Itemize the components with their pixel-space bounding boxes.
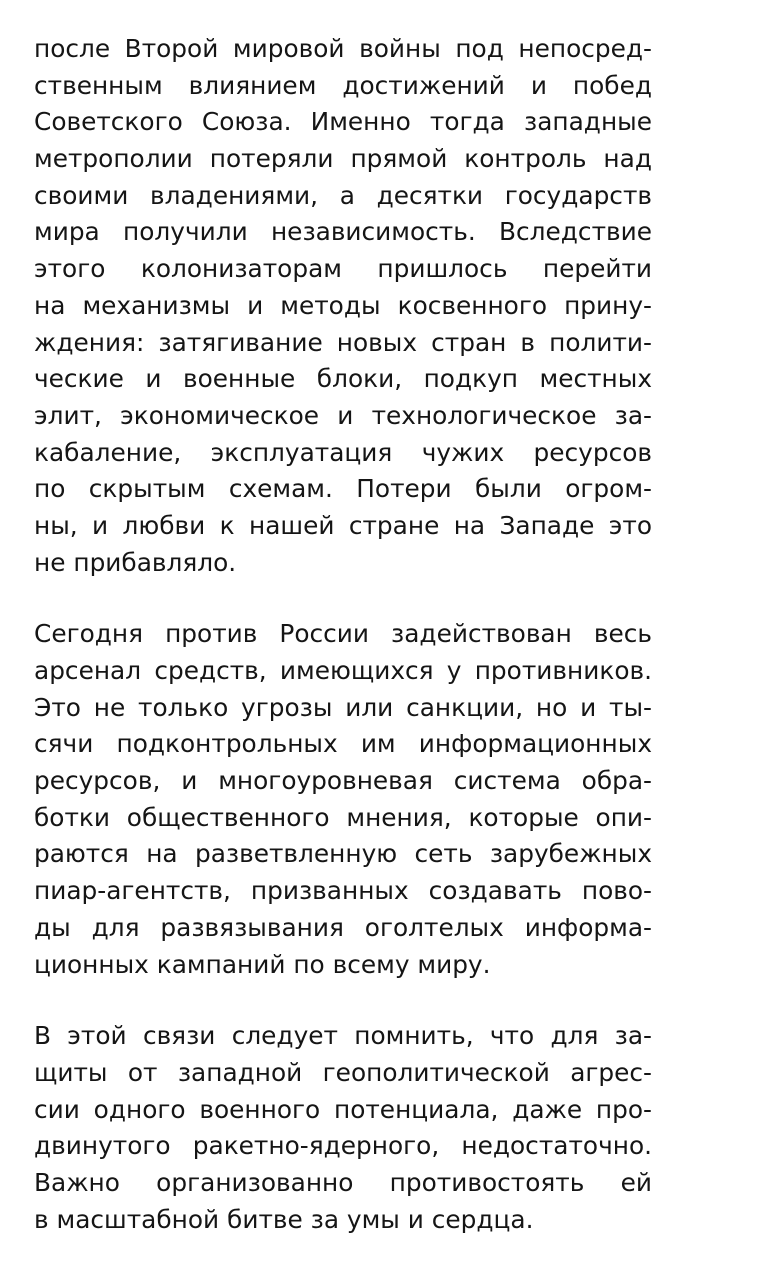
text-line: ждения: затягивание новых стран в полити- bbox=[34, 327, 652, 357]
text-line: ческие и военные блоки, подкуп местных bbox=[34, 364, 652, 394]
text-line: в масштабной битве за умы и сердца. bbox=[34, 1204, 534, 1234]
text-line: не прибавляло. bbox=[34, 547, 237, 577]
paragraph-2 bbox=[34, 616, 652, 983]
text-line: Важно организованно противостоять ей bbox=[34, 1167, 652, 1197]
text-line: по скрытым схемам. Потери были огром- bbox=[34, 474, 652, 504]
text-line: двинутого ракетно-ядерного, недостаточно. bbox=[34, 1131, 652, 1161]
text-line: Это не только угрозы или санкции, но и ты- bbox=[34, 692, 652, 722]
text-line: Советского Союза. Именно тогда западные bbox=[34, 107, 652, 137]
paragraph-3 bbox=[34, 1018, 652, 1238]
text-line: после Второй мировой войны под непосред- bbox=[34, 34, 652, 63]
text-line: щиты от западной геополитической агрес- bbox=[34, 1057, 652, 1087]
text-line: на механизмы и методы косвенного прину- bbox=[34, 290, 652, 320]
text-line: арсенал средств, имеющихся у противников. bbox=[34, 656, 652, 685]
text-line: метрополии потеряли прямой контроль над bbox=[34, 144, 652, 174]
text-line: ны, и любви к нашей стране на Западе это bbox=[34, 510, 652, 540]
text-line: ды для развязывания оголтелых информа- bbox=[34, 912, 652, 942]
text-line: своими владениями, а десятки государств bbox=[34, 180, 652, 210]
text-line: Сегодня против России задействован весь bbox=[34, 619, 652, 649]
text-line: ботки общественного мнения, которые опи- bbox=[34, 802, 652, 832]
text-line: кабаление, эксплуатация чужих ресурсов bbox=[34, 437, 652, 467]
text-line: раются на разветвленную сеть зарубежных bbox=[34, 839, 652, 869]
text-line: сячи подконтрольных им информационных bbox=[34, 729, 652, 759]
text-line: ционных кампаний по всему миру. bbox=[34, 949, 491, 979]
text-line: сии одного военного потенциала, даже про- bbox=[34, 1094, 652, 1124]
article-text bbox=[34, 31, 652, 1238]
text-line: пиар-агентств, призванных создавать пово- bbox=[34, 876, 652, 906]
text-line: ресурсов, и многоуровневая система обра- bbox=[34, 766, 652, 796]
text-line: ственным влиянием достижений и побед bbox=[34, 70, 652, 100]
text-line: элит, экономическое и технологическое за- bbox=[34, 400, 652, 430]
paragraph-1 bbox=[34, 31, 652, 581]
text-line: этого колонизаторам пришлось перейти bbox=[34, 254, 652, 284]
text-line: В этой связи следует помнить, что для за- bbox=[34, 1021, 652, 1051]
text-line: мира получили независимость. Вследствие bbox=[34, 217, 652, 247]
